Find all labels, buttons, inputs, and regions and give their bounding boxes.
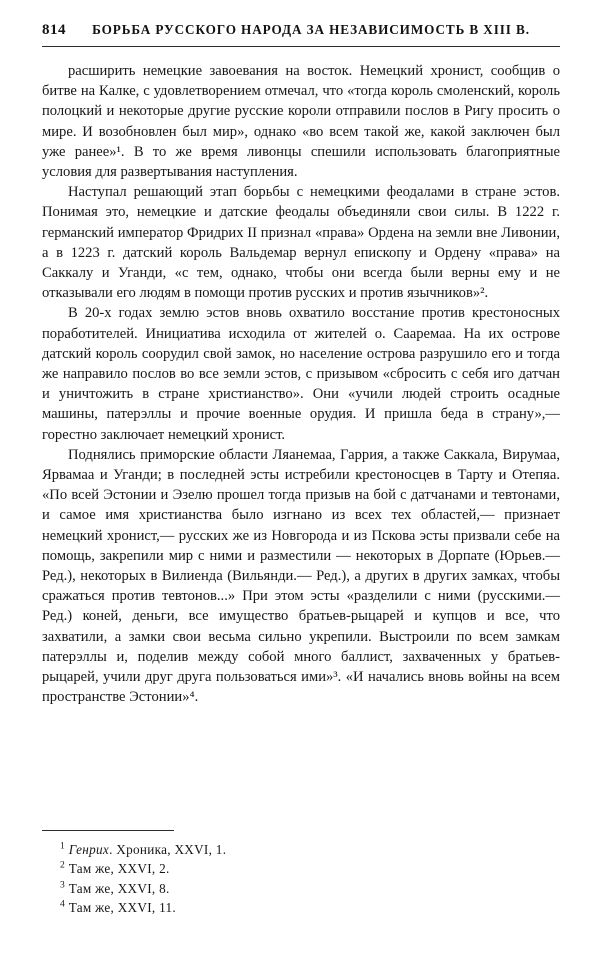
footnotes xyxy=(42,830,560,918)
footnote xyxy=(42,898,560,918)
paragraph: В 20-х годах землю эстов вновь охватило восстание против крестоносных поработителей. Инициатива исходила от жителей о. Сааремаа. На их острове датский король соорудил свой замок, но население острова разрушило его и тогда же направило послов во все земли эстов, с призывом «сбросить с себя иго датчан и уничтожить в стране христианство». Они «учили людей строить осадные машины, патерэллы и прочие военные орудия. И пришла беда в страну»,— горестно заключает немецкий хронист. xyxy=(42,305,560,443)
footnote-marker: 1 xyxy=(60,840,66,852)
paragraph: Поднялись приморские области Ляанемаа, Гаррия, а также Саккала, Вирумаа, Ярвамаа и Уганди; в последней эсты истребили крестоносцев в Тарту и Отепяа. «По всей Эстонии и Эзелю прошел тогда призыв на бой с датчанами и тевтонами, и самое имя христианства было изгнано из всех тех областей,— признает немецкий хронист,— русских же из Новгорода и из Пскова эсты призвали себе на помощь, закрепили мир с ними и разместили — некоторых в Дорпате (Юрьев.— Ред.), некоторых в Вилиенда (Вильянди.— Ред.), а других в других замках, чтобы сражаться против тевтонов...» При этом эсты «разделили с ними (русскими.— Ред.) коней, деньги, все имущество братьев-рыцарей и купцов и все, что захватили, а замки свои весьма сильно укрепили. Выстроили по всем замкам патерэллы и, поделив между собой много баллист, захваченных у братьев-рыцарей, учили друг друга пользоваться ими»³. «И начались вновь войны на всем пространстве Эстонии»⁴. xyxy=(42,446,560,706)
footnote-marker: 4 xyxy=(60,899,66,911)
footnote-text: Там же, XXVI, 2. xyxy=(68,861,170,877)
footnote-source: Генрих xyxy=(68,841,110,857)
footnote-marker: 2 xyxy=(60,860,66,872)
page-header xyxy=(42,22,560,45)
paragraph: расширить немецкие завоевания на восток. Немецкий хронист, сообщив о битве на Калке, с удовлетворением отмечал, что «тогда король смоленский, король полоцкий и некоторые другие русские короли отправили послов в Ригу просить о мире. И возобновлен был мир», однако «во всем такой же, какой заключен был уже ранее»¹. В то же время ливонцы спешили использовать благоприятные условия для развертывания наступления. xyxy=(42,63,560,181)
footnote-text: Там же, XXVI, 11. xyxy=(68,900,176,916)
footnote xyxy=(42,859,560,879)
page-number: 814 xyxy=(42,22,66,38)
footnote-marker: 3 xyxy=(60,879,66,891)
footnote-divider xyxy=(42,830,174,831)
header-divider xyxy=(42,46,560,47)
body-text xyxy=(42,61,560,708)
paragraph: Наступал решающий этап борьбы с немецкими феодалами в стране эстов. Понимая это, немецкие и датские феодалы объединяли свои силы. В 1222 г. германский император Фридрих II признал «права» Ордена на земли вне Ливонии, а в 1223 г. датский король Вальдемар вернул епископу и Ордену «права» на Саккалу и Уганди, «с тем, однако, чтобы они всегда были верны ему и не отказывали его людям в помощи против русских и против язычников»². xyxy=(42,184,560,302)
running-title: БОРЬБА РУССКОГО НАРОДА ЗА НЕЗАВИСИМОСТЬ В XIII В. xyxy=(92,22,530,37)
footnote-text: Там же, XXVI, 8. xyxy=(68,880,170,896)
footnote xyxy=(42,879,560,899)
footnote-text: . Хроника, XXVI, 1. xyxy=(109,841,227,857)
footnote xyxy=(42,840,560,860)
